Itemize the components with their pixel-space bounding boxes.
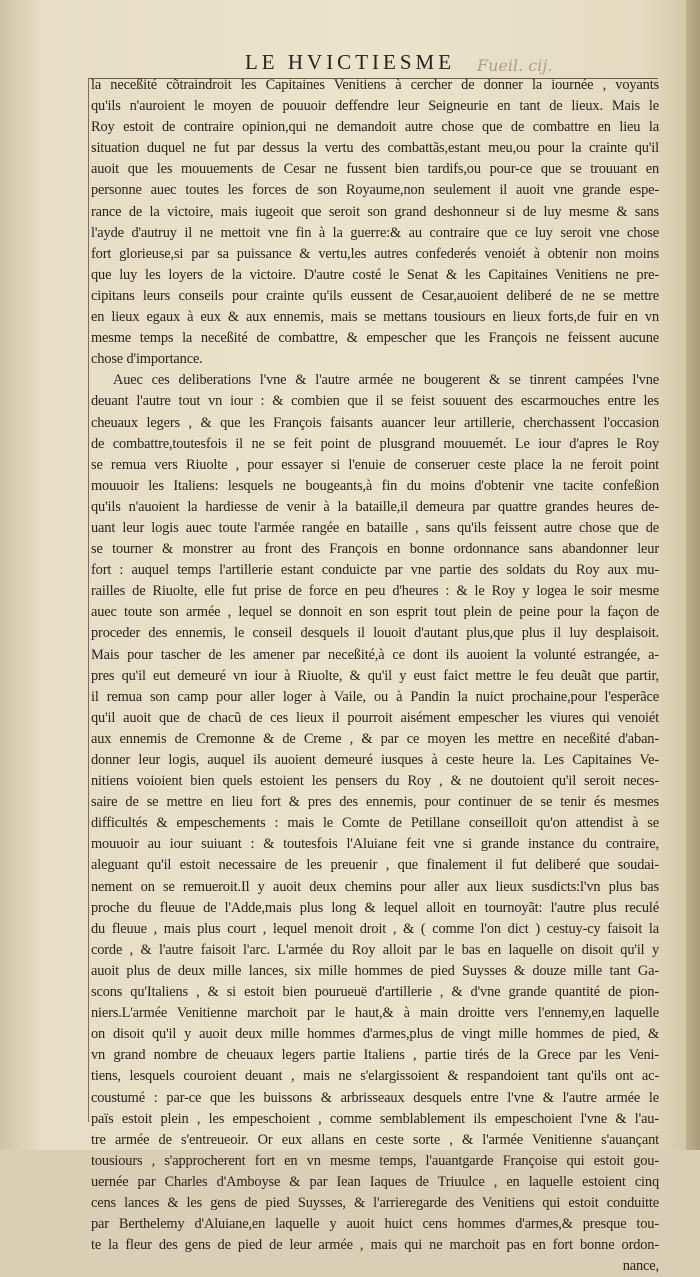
text-line: cens lances & les gens de pied Suysses, & l'arrieregarde des Venitiens qui estoit conduitte: [91, 1194, 659, 1211]
text-line: Auec ces deliberations l'vne & l'autre armée ne bougerent & se tinrent campées l'vne: [113, 372, 659, 389]
text-line: deuant l'autre tout vn iour : & combien que il se feist souuent des escarmouches entre les: [91, 393, 659, 410]
text-line: se tourner & monstrer au front des François en bonne ordonnance sans abandonner leur: [91, 541, 659, 558]
text-line: niers.L'armée Venitienne marchoit par le haut,& à main droitte vers l'ennemy,en laquelle: [91, 1005, 659, 1022]
text-line: de combattre,toutesfois il ne se feit point de plusgrand mouuemét. Le iour d'apres le Roy: [91, 435, 659, 452]
text-line: chose d'importance.: [91, 351, 203, 368]
text-line: coustumé : par-ce que les buissons & arbrisseaux desquels entre l'vne & l'autre armée le: [91, 1089, 659, 1106]
text-line: tiens, lesquels couroient deuant , mais ne s'elargissoient & respandoient tant qu'ils ont ac-: [91, 1068, 659, 1085]
text-line: se remua vers Riuolte , pour essayer si l'enuie de conseruer ceste place la ne feroit point: [91, 456, 659, 473]
body-text: [91, 75, 659, 1277]
text-line: fort glorieuse,si par sa puissance & vertu,les autres confederés venoiét à obtenir non moins: [91, 245, 659, 262]
text-line: mouuoir au iour suiuant : & toutesfois l'Aluiane feit vne si grande instance du contraire,: [91, 836, 659, 853]
text-line: tre armée de s'entreueoir. Or eux allans en ceste sorte , & l'armée Venitienne s'auançant: [91, 1131, 659, 1148]
text-line: pres qu'il eut demeuré vn iour à Riuolte, & qu'il y eust faict mettre le feu deuãt que partir,: [91, 667, 659, 684]
text-line: la neceßité cõtraindroit les Capitaines Venitiens à cercher de donner la iournée , voyants: [91, 77, 659, 93]
text-line: cipitans leurs conseils pour crainte qu'ils eussent de Cesar,auoient deliberé de ne se mettre: [91, 287, 659, 304]
text-line: fort : auquel temps l'artillerie estant conduicte par vne partie des soldats du Roy aux mu-: [91, 562, 659, 579]
text-line: difficultés & empeschements : mais le Comte de Petillane conseilloit qu'on attendist à se: [91, 815, 659, 832]
text-line: que luy les loyers de la victoire. D'autre costé le Senat & les Capitaines Venitiens ne pre-: [91, 266, 659, 283]
text-line: proche du fleuue de l'Adde,mais plus long & lequel alloit en tournoyãt: l'autre plus reculé: [91, 899, 659, 916]
text-line: il remua son camp pour aller loger à Vaile, ou à Pandin la nuict prochaine,pour l'esperãce: [91, 688, 659, 705]
text-line: l'ayde d'autruy il ne mettoit vne fin à la guerre:& au contraire que ce luy seroit vne chose: [91, 224, 659, 241]
text-line: du fleuue , mais plus court , lequel menoit droit , & ( comme l'on dict ) cestuy-cy faisoit la: [91, 920, 659, 937]
text-line: cheuaux legers , & que les François faisants auancer leur artillerie, cherchassent l'occasion: [91, 414, 659, 431]
text-line: auoit plus de deux mille lances, six mille hommes de pied Suysses & douze mille tant Ga-: [91, 962, 659, 979]
text-line: nitiens voioient bien quels estoient les pensers du Roy , & ne doutoient qu'il seroit neces-: [91, 773, 659, 790]
text-line: qu'ils n'auoient la hardiesse de venir à la bataille,il demeura par quattre grandes heures de-: [91, 498, 659, 515]
text-line: te la fleur des gens de pied de leur armée , mais qui ne marchoit pas en fort bonne ordon-: [91, 1237, 659, 1254]
text-line: uernée par Charles d'Amboyse & par Iean Iaques de Triuulce , en laquelle estoient cinq: [91, 1173, 659, 1190]
text-line: aux ennemis de Cremonne & de Creme , & par ce moyen les mettre en neceßité d'aban-: [91, 730, 659, 747]
text-line: personne auec toutes les forces de son Royaume,non seulement il auoit vne grande espe-: [91, 182, 659, 199]
bleed-through-folio: Fueil. cij.: [477, 56, 553, 75]
text-line: on disoit qu'il y auoit deux mille hommes d'armes,plus de vingt mille hommes de pied, &: [91, 1026, 659, 1043]
text-line: aleguant qu'il estoit necessaire de les preuenir , que finalement il fut deliberé que soudai-: [91, 857, 659, 874]
text-line: Roy estoit de contraire opinion,qui ne demandoit autre chose que de combattre en lieu la: [91, 119, 659, 136]
text-line: donner leur logis, auquel ils auoient demeuré iusques à ceste heure la. Les Capitaines Ve-: [91, 752, 659, 768]
text-line: auec toute son armée , lequel se donnoit en son esprit tout plein de peine pour la façon de: [91, 604, 659, 621]
text-line: corde , & l'autre faisoit l'arc. L'armée du Roy alloit par le bas en laquelle on disoit qu'il y: [91, 941, 659, 958]
text-line: uant leur logis auec toute l'armée rangée en bataille , sans qu'ils feissent autre chose que de: [91, 519, 659, 536]
text-line: proceder des ennemis, le conseil desquels il louoit d'autant plus,que plus il luy desplaisoit.: [91, 625, 659, 642]
text-line: auoit que les mouuements de Cesar ne fussent bien tardifs,ou pour-ce que se trouuant en: [91, 161, 659, 178]
text-line: tousiours , s'approcherent fort en vn mesme temps, l'auantgarde Françoise qui estoit gou-: [91, 1152, 659, 1169]
text-line: vn grand nombre de cheuaux legers partie Italiens , partie tirés de la Grece par les Veni-: [91, 1047, 659, 1064]
text-line: scons qu'Italiens , & si estoit bien pourueuë d'artillerie , & d'vne grande quantité de pion-: [91, 984, 659, 1001]
text-line: mouuoir les Italiens: lesquels ne bougeants,à fin du moins d'obtenir vne tacite confeßion: [91, 477, 659, 494]
text-line: Mais pour tascher de les amener par neceßité,à ce dont ils auoient la volunté estrangée, a-: [91, 646, 659, 663]
text-line: saire de se mettre en lieu fort & pres des ennemis, pour continuer de se tenir és mesmes: [91, 794, 659, 811]
catchword: nance,: [622, 1258, 659, 1275]
page-edge-shadow: [686, 0, 700, 1150]
text-line: qu'il auoit que de chacũ de ces lieux il pourroit aisément empescher les viures qui venoiét: [91, 709, 659, 726]
text-line: par Berthelemy d'Aluiane,en laquelle y auoit huict cens hommes d'armes,& presque tou-: [91, 1216, 659, 1233]
text-line: nement on se remueroit.Il y auoit deux chemins pour aller aux lieux susdicts:l'vn plus bas: [91, 878, 659, 895]
text-line: qu'ils n'auroient le moyen de pouuoir deffendre leur Seigneurie en tant de lieux. Mais le: [91, 98, 659, 115]
text-line: païs estoit plein , les empeschoient , comme semblablement ils empeschoient l'vne & l'au-: [91, 1110, 659, 1127]
text-line: en lieux egaux à eux & aux ennemis, mais se mettans tousiours en lieux forts,de fuir en vn: [91, 309, 659, 326]
text-line: mesme temps la neceßité de combattre, & empescher que les François ne feissent aucune: [91, 330, 659, 347]
text-line: rance de la victoire, mais iugeoit que seroit son grand deshonneur si de luy mesme & sans: [91, 203, 659, 220]
running-header: LE HVICTIESME: [244, 50, 456, 74]
text-line: situation duquel ne fut par dessus la vertu des combattãs,estant meu,ou pour la crainte qu'il: [91, 140, 659, 157]
margin-rule: [88, 78, 89, 1122]
text-line: railles de Riuolte, elle fut prise de force en peu d'heures : & le Roy y logea le soir mesme: [91, 583, 659, 600]
